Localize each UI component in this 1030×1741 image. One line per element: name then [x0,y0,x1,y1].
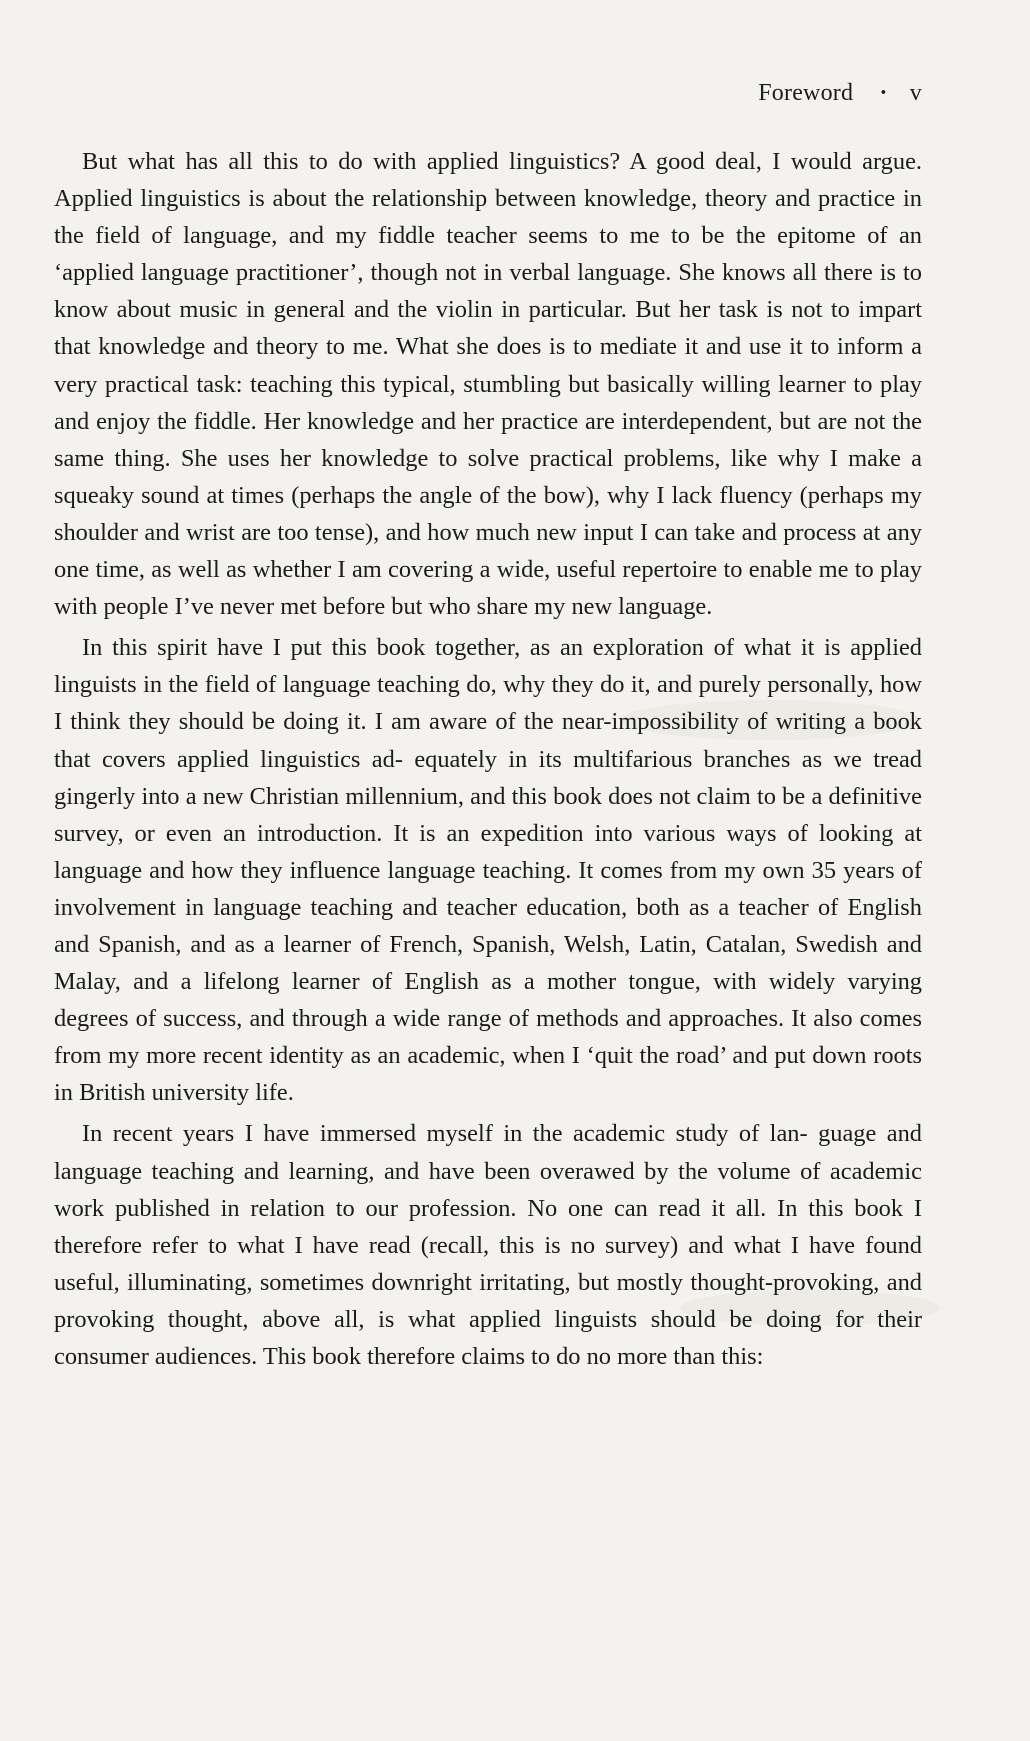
paragraph-3: In recent years I have immersed myself in the academic study of lan- guage and language teaching and learning, and have been overawed by the volume of academic work published in relation to our profession. No one can read it all. In this book I therefore refer to what I have read (recall, this is no survey) and what I have found useful, illuminating, sometimes downright irritating, but mostly thought-provoking, and provoking thought, above all, is what applied linguists should be doing for their consumer audiences. This book therefore claims to do no more than this: [54,1120,922,1370]
header-title: Foreword [758,80,854,106]
paragraph-1: But what has all this to do with applied linguistics? A good deal, I would argue. Applied linguistics is about the relationship between knowledge, theory and practice in the field of language, and my fiddle teacher seems to me to be the epitome of an ‘applied language practitioner’, though not in verbal language. She knows all there is to know about music in general and the violin in particular. But her task is not to impart that knowledge and theory to me. What she does is to mediate it and use it to inform a very practical task: teaching this typical, stumbling but basically willing learner to play and enjoy the fiddle. Her knowledge and her practice are interdependent, but are not the same thing. She uses her knowledge to solve practical problems, like why I make a squeaky sound at times (perhaps the angle of the bow), why I lack fluency (perhaps my shoulder and wrist are too tense), and how much new input I can take and process at any one time, as well as whether I am covering a wide, useful repertoire to enable me to play with people I’ve never met before but who share my new language. [54,148,922,621]
running-header [758,80,922,107]
body-text [54,143,922,1379]
paragraph-2: In this spirit have I put this book together, as an exploration of what it is applied linguists in the field of language teaching do, why they do it, and purely personally, how I think they should be doing it. I am aware of the near-impossibility of writing a book that covers applied linguistics ad- equately in its multifarious branches as we tread gingerly into a new Christian millennium, and this book does not claim to be a definitive survey, or even an introduction. It is an expedition into various ways of looking at language and how they influence language teaching. It comes from my own 35 years of involvement in language teaching and teacher education, both as a teacher of English and Spanish, and as a learner of French, Spanish, Welsh, Latin, Catalan, Swedish and Malay, and a lifelong learner of English as a mother tongue, with widely varying degrees of success, and through a wide range of methods and approaches. It also comes from my more recent identity as an academic, when I ‘quit the road’ and put down roots in British university life. [54,634,922,1107]
header-separator: · [879,80,888,106]
page-number: v [909,80,922,106]
